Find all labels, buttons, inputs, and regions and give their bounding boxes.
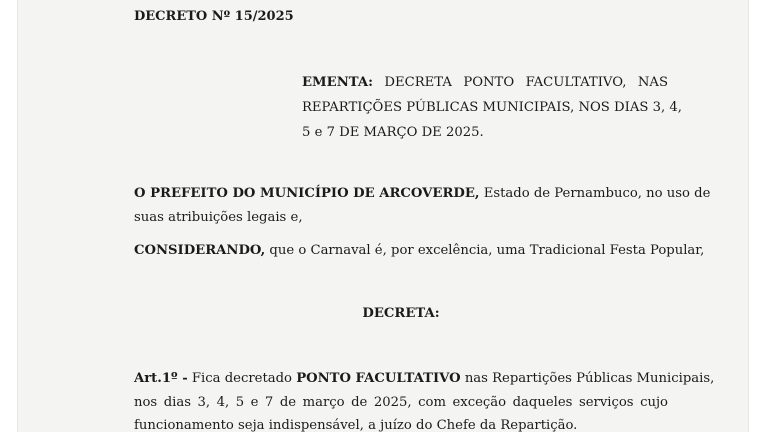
art1-line-3: funcionamento seja indispensável, a juízo do Chefe da Repartição. [134,418,578,432]
ementa-label: EMENTA: [302,75,373,90]
prefeito-bold: O PREFEITO DO MUNICÍPIO DE ARCOVERDE, [134,186,480,201]
considerando-bold: CONSIDERANDO, [134,243,266,258]
prefeito-line-1 [134,186,711,202]
art1-text-a: Fica decretado [187,371,297,386]
art1-bold-term: PONTO FACULTATIVO [296,371,461,386]
ementa-line-1 [302,75,668,91]
ementa-line-2: REPARTIÇÕES PÚBLICAS MUNICIPAIS, NOS DIAS 3, 4, [302,100,682,115]
considerando-line [134,243,705,259]
prefeito-rest: Estado de Pernambuco, no uso de [479,186,711,201]
art1-label: Art.1º - [134,371,188,386]
art1-line-2: nos dias 3, 4, 5 e 7 de março de 2025, com exceção daqueles serviços cujo [134,395,668,410]
art1-line-1 [134,371,715,387]
ementa-text-1: DECRETA PONTO FACULTATIVO, NAS [384,75,668,90]
considerando-rest: que o Carnaval é, por excelência, uma Tradicional Festa Popular, [265,243,705,258]
prefeito-line-2: suas atribuições legais e, [134,210,303,225]
decree-number: DECRETO Nº 15/2025 [134,9,294,24]
decreta-heading: DECRETA: [362,306,440,321]
document-page [18,0,748,432]
ementa-line-3: 5 e 7 DE MARÇO DE 2025. [302,125,484,140]
art1-text-b: nas Repartições Públicas Municipais, [460,371,715,386]
